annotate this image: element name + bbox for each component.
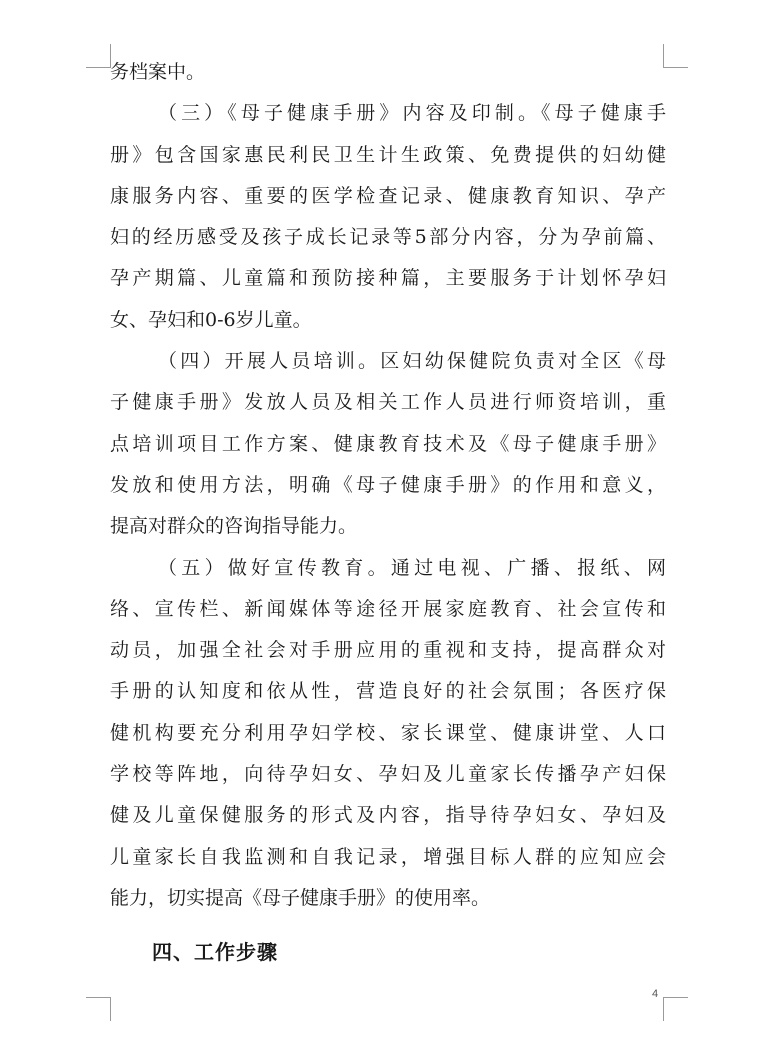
text-line: 提高对群众的咨询指导能力。 [110, 515, 358, 538]
text-line: 务档案中。 [110, 61, 206, 83]
crop-mark-bottom-right [663, 997, 664, 1021]
text-line: （三）《母子健康手册》内容及印制。《母子健康手 [158, 102, 666, 125]
text-line: 康服务内容、重要的医学检查记录、健康教育知识、孕产 [110, 184, 666, 207]
text-line: 健机构要充分利用孕妇学校、家长课堂、健康讲堂、人口 [110, 721, 666, 744]
crop-mark-top-right-h [664, 67, 688, 68]
text-line: 发放和使用方法，明确《母子健康手册》的作用和意义， [110, 473, 666, 496]
text-line: 妇的经历感受及孩子成长记录等5部分内容，分为孕前篇、 [110, 226, 666, 249]
text-line: 点培训项目工作方案、健康教育技术及《母子健康手册》 [110, 432, 666, 455]
text-line: （四）开展人员培训。区妇幼保健院负责对全区《母 [158, 350, 666, 373]
crop-mark-top-left-h [86, 67, 110, 68]
text-line: 子健康手册》发放人员及相关工作人员进行师资培训，重 [110, 391, 666, 414]
text-line: 健及儿童保健服务的形式及内容，指导待孕妇女、孕妇及 [110, 804, 666, 827]
text-line: 络、宣传栏、新闻媒体等途径开展家庭教育、社会宣传和 [110, 597, 666, 620]
text-line: 册》包含国家惠民利民卫生计生政策、免费提供的妇幼健 [110, 143, 666, 166]
text-line: 儿童家长自我监测和自我记录，增强目标人群的应知应会 [110, 845, 666, 868]
body-text [110, 52, 666, 919]
text-line: 学校等阵地，向待孕妇女、孕妇及儿童家长传播孕产妇保 [110, 763, 666, 786]
text-line: 手册的认知度和依从性，营造良好的社会氛围；各医疗保 [110, 680, 666, 703]
crop-mark-bottom-left [110, 997, 111, 1021]
crop-mark-bottom-left-h [86, 997, 110, 998]
page-number: 4 [652, 988, 659, 1000]
text-line: 孕产期篇、儿童篇和预防接种篇，主要服务于计划怀孕妇 [110, 267, 666, 290]
text-line: 动员，加强全社会对手册应用的重视和支持，提高群众对 [110, 639, 666, 662]
text-line: 能力，切实提高《母子健康手册》的使用率。 [110, 886, 491, 909]
crop-mark-bottom-right-h [664, 997, 688, 998]
text-line: 女、孕妇和0-6岁儿童。 [110, 308, 312, 331]
text-line: （五）做好宣传教育。通过电视、广播、报纸、网 [158, 556, 666, 579]
section-heading: 四、工作步骤 [152, 940, 278, 964]
